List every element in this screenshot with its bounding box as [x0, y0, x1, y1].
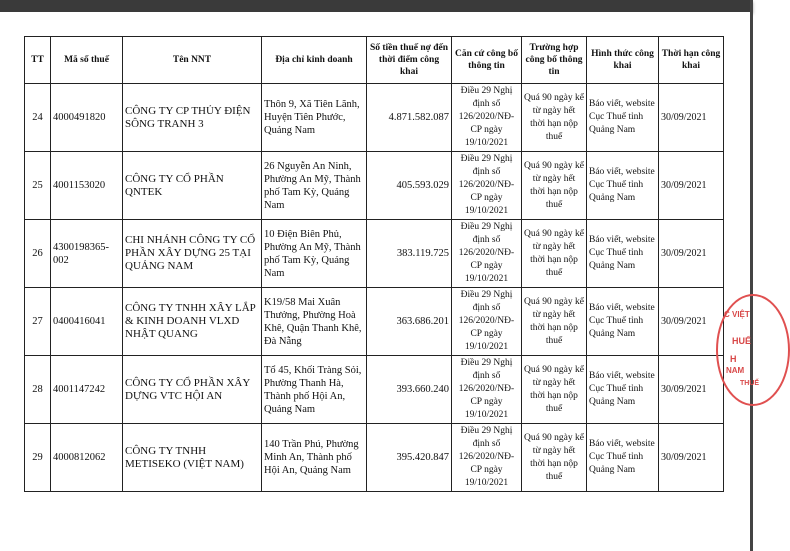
cell-tt: 24 [25, 84, 51, 152]
cell-deadline: 30/09/2021 [659, 220, 724, 288]
cell-tax-code: 4000491820 [51, 84, 123, 152]
cell-amount: 393.660.240 [367, 356, 452, 424]
cell-case: Quá 90 ngày kể từ ngày hết thời hạn nộp thuế [522, 152, 587, 220]
header-address: Địa chỉ kinh doanh [262, 37, 367, 84]
cell-amount: 4.871.582.087 [367, 84, 452, 152]
cell-tt: 28 [25, 356, 51, 424]
header-case: Trường hợp công bố thông tin [522, 37, 587, 84]
cell-taxpayer-name: CÔNG TY CỔ PHẦN QNTEK [123, 152, 262, 220]
header-tax-code: Mã số thuế [51, 37, 123, 84]
table-row [25, 356, 724, 424]
cell-deadline: 30/09/2021 [659, 288, 724, 356]
cell-case: Quá 90 ngày kể từ ngày hết thời hạn nộp thuế [522, 356, 587, 424]
cell-tax-code: 4300198365-002 [51, 220, 123, 288]
cell-address: 26 Nguyễn An Ninh, Phường An Mỹ, Thành phố Tam Kỳ, Quảng Nam [262, 152, 367, 220]
stamp-text: THUẾ [740, 380, 760, 387]
cell-tax-code: 4001153020 [51, 152, 123, 220]
stamp-text: NAM [726, 366, 745, 375]
cell-address: Tổ 45, Khối Tràng Sỏi, Phường Thanh Hà, Thành phố Hội An, Quảng Nam [262, 356, 367, 424]
cell-tt: 27 [25, 288, 51, 356]
cell-basis: Điều 29 Nghị định số 126/2020/NĐ-CP ngày 19/10/2021 [452, 84, 522, 152]
cell-form: Báo viết, website Cục Thuế tỉnh Quảng Nam [587, 356, 659, 424]
cell-tt: 25 [25, 152, 51, 220]
cell-basis: Điều 29 Nghị định số 126/2020/NĐ-CP ngày 19/10/2021 [452, 356, 522, 424]
table-row [25, 220, 724, 288]
stamp-text: C VIỆT [724, 310, 750, 319]
viewer-right-edge [750, 0, 753, 551]
cell-case: Quá 90 ngày kể từ ngày hết thời hạn nộp thuế [522, 220, 587, 288]
cell-amount: 395.420.847 [367, 424, 452, 492]
cell-case: Quá 90 ngày kể từ ngày hết thời hạn nộp thuế [522, 84, 587, 152]
cell-deadline: 30/09/2021 [659, 356, 724, 424]
cell-amount: 383.119.725 [367, 220, 452, 288]
cell-taxpayer-name: CÔNG TY TNHH METISEKO (VIỆT NAM) [123, 424, 262, 492]
cell-address: 10 Điện Biên Phủ, Phường An Mỹ, Thành phố Tam Kỳ, Quảng Nam [262, 220, 367, 288]
cell-taxpayer-name: CHI NHÁNH CÔNG TY CỔ PHẦN XÂY DỰNG 25 TẠI QUẢNG NAM [123, 220, 262, 288]
cell-tax-code: 4000812062 [51, 424, 123, 492]
table-header-row [25, 37, 724, 84]
header-amount: Số tiền thuế nợ đến thời điểm công khai [367, 37, 452, 84]
cell-address: K19/58 Mai Xuân Thưởng, Phường Hoà Khê, Quận Thanh Khê, Đà Nẵng [262, 288, 367, 356]
cell-basis: Điều 29 Nghị định số 126/2020/NĐ-CP ngày 19/10/2021 [452, 424, 522, 492]
table-row [25, 288, 724, 356]
cell-tt: 26 [25, 220, 51, 288]
cell-amount: 405.593.029 [367, 152, 452, 220]
cell-form: Báo viết, website Cục Thuế tỉnh Quảng Nam [587, 152, 659, 220]
header-deadline: Thời hạn công khai [659, 37, 724, 84]
table-row [25, 152, 724, 220]
header-form: Hình thức công khai [587, 37, 659, 84]
cell-form: Báo viết, website Cục Thuế tỉnh Quảng Nam [587, 84, 659, 152]
cell-case: Quá 90 ngày kể từ ngày hết thời hạn nộp thuế [522, 288, 587, 356]
cell-taxpayer-name: CÔNG TY CP THỦY ĐIỆN SÔNG TRANH 3 [123, 84, 262, 152]
cell-basis: Điều 29 Nghị định số 126/2020/NĐ-CP ngày 19/10/2021 [452, 220, 522, 288]
cell-deadline: 30/09/2021 [659, 152, 724, 220]
stamp-text: HUẾ [732, 336, 752, 346]
cell-address: Thôn 9, Xã Tiên Lãnh, Huyện Tiên Phước, Quảng Nam [262, 84, 367, 152]
cell-form: Báo viết, website Cục Thuế tỉnh Quảng Nam [587, 220, 659, 288]
stamp-text: H [730, 354, 737, 364]
header-taxpayer-name: Tên NNT [123, 37, 262, 84]
cell-address: 140 Trần Phú, Phường Minh An, Thành phố Hội An, Quảng Nam [262, 424, 367, 492]
tax-debt-table [24, 36, 724, 492]
cell-case: Quá 90 ngày kể từ ngày hết thời hạn nộp thuế [522, 424, 587, 492]
cell-basis: Điều 29 Nghị định số 126/2020/NĐ-CP ngày 19/10/2021 [452, 288, 522, 356]
cell-form: Báo viết, website Cục Thuế tỉnh Quảng Nam [587, 424, 659, 492]
header-basis: Căn cứ công bố thông tin [452, 37, 522, 84]
cell-taxpayer-name: CÔNG TY TNHH XÂY LẮP & KINH DOANH VLXD NHẬT QUANG [123, 288, 262, 356]
cell-tax-code: 4001147242 [51, 356, 123, 424]
table-row [25, 84, 724, 152]
header-tt: TT [25, 37, 51, 84]
cell-taxpayer-name: CÔNG TY CỔ PHẦN XÂY DỰNG VTC HỘI AN [123, 356, 262, 424]
cell-tax-code: 0400416041 [51, 288, 123, 356]
table-row [25, 424, 724, 492]
cell-deadline: 30/09/2021 [659, 424, 724, 492]
cell-form: Báo viết, website Cục Thuế tỉnh Quảng Nam [587, 288, 659, 356]
cell-amount: 363.686.201 [367, 288, 452, 356]
viewer-top-bar [0, 0, 753, 12]
official-seal-stamp [716, 294, 790, 406]
cell-tt: 29 [25, 424, 51, 492]
cell-basis: Điều 29 Nghị định số 126/2020/NĐ-CP ngày 19/10/2021 [452, 152, 522, 220]
cell-deadline: 30/09/2021 [659, 84, 724, 152]
